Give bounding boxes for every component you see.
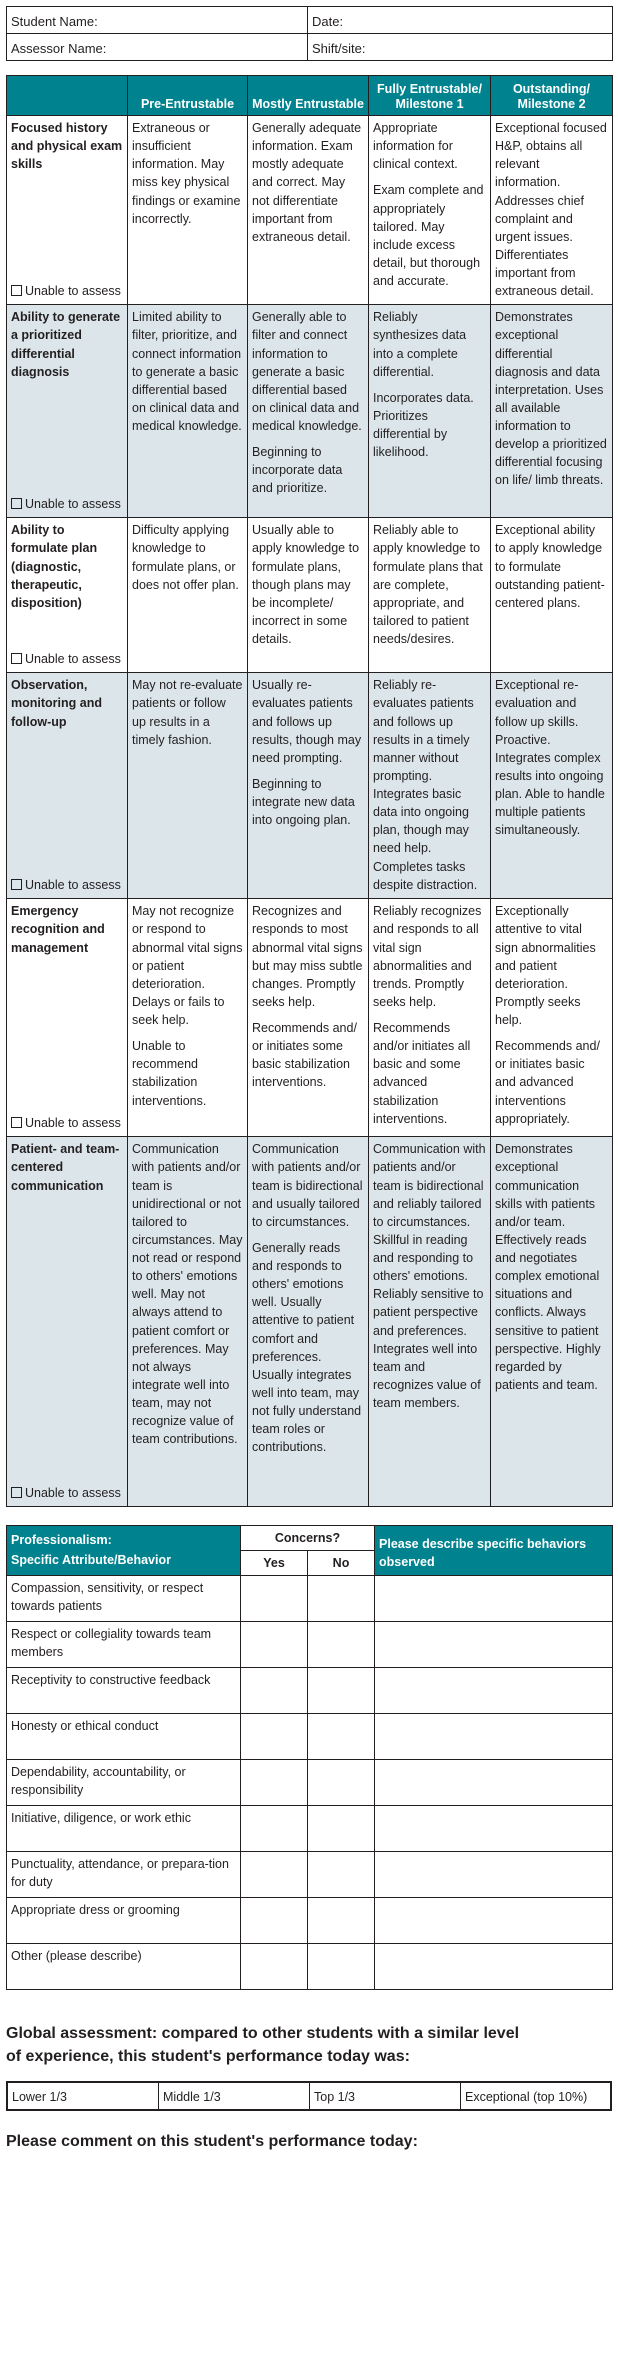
- rubric-cell-text: Recognizes and responds to most abnormal vital signs but may miss subtle changes. Promptly seeks help.: [252, 904, 363, 1009]
- rubric-cell: [369, 673, 491, 899]
- concern-yes-cell[interactable]: [241, 1622, 308, 1668]
- checkbox-icon: [11, 653, 22, 664]
- rubric-cell: [491, 673, 613, 899]
- concern-yes-cell[interactable]: [241, 1898, 308, 1944]
- rubric-cell: [369, 305, 491, 518]
- describe-behaviors-header: Please describe specific behaviors observed: [375, 1526, 613, 1576]
- global-question-line1: Global assessment: compared to other students with a similar level: [6, 2025, 520, 2043]
- evaluation-form: [6, 6, 612, 2331]
- professionalism-row: [7, 1806, 613, 1852]
- rubric-col-fully-entrustable: Fully Entrustable/ Milestone 1: [369, 76, 491, 116]
- rubric-cell-text: Reliably recognizes and responds to all vital sign abnormalities and trends. Promptly seeks help.: [373, 904, 482, 1009]
- rubric-cell: [128, 518, 248, 673]
- student-name-label: Student Name:: [11, 14, 98, 29]
- professionalism-attribute: Appropriate dress or grooming: [7, 1898, 241, 1944]
- rubric-cell-text: Beginning to incorporate data and prioritize.: [252, 445, 343, 496]
- rubric-cell-text: Exam complete and appropriately tailored. May include excess detail, but thorough and accurate.: [373, 183, 484, 288]
- professionalism-attribute: Compassion, sensitivity, or respect towards patients: [7, 1576, 241, 1622]
- global-assessment-scale: [6, 2081, 612, 2111]
- rubric-cell: [248, 1137, 369, 1507]
- rubric-row: [7, 673, 613, 899]
- professionalism-row: [7, 1898, 613, 1944]
- concern-yes-cell[interactable]: [241, 1852, 308, 1898]
- rubric-cell: [369, 518, 491, 673]
- rubric-cell: [369, 899, 491, 1137]
- concern-no-cell[interactable]: [308, 1852, 375, 1898]
- rubric-cell: [369, 116, 491, 305]
- behavior-description-cell[interactable]: [375, 1898, 613, 1944]
- rubric-col-domain: [7, 76, 128, 116]
- rubric-cell-text: Generally able to filter and connect information to generate a basic differential based on clinical data and medical knowledge.: [252, 310, 362, 433]
- rubric-cell-text: Exceptional focused H&P, obtains all relevant information. Addresses chief complaint and urgent issues. Differentiates important from extraneous detail.: [495, 121, 607, 299]
- professionalism-attribute: Dependability, accountability, or responsibility: [7, 1760, 241, 1806]
- global-option-exceptional[interactable]: Exceptional (top 10%): [460, 2083, 610, 2109]
- rubric-row: [7, 1137, 613, 1507]
- rubric-domain-cell: [7, 305, 128, 518]
- professionalism-header: [7, 1526, 241, 1576]
- professionalism-attribute: Initiative, diligence, or work ethic: [7, 1806, 241, 1852]
- rubric-cell: [128, 305, 248, 518]
- rubric-cell-text: Recommends and/ or initiates basic and advanced interventions appropriately.: [495, 1039, 600, 1126]
- concern-no-cell[interactable]: [308, 1714, 375, 1760]
- header-table: [6, 6, 613, 61]
- shift-site-field[interactable]: [308, 34, 613, 61]
- concern-no-cell[interactable]: [308, 1806, 375, 1852]
- behavior-description-cell[interactable]: [375, 1622, 613, 1668]
- rubric-cell-text: Exceptional re-evaluation and follow up skills. Proactive. Integrates complex results into ongoing plan. Able to handle multiple patients simultaneously.: [495, 678, 605, 838]
- unable-to-assess-checkbox[interactable]: [11, 1484, 121, 1502]
- rubric-cell: [248, 305, 369, 518]
- rubric-cell: [248, 899, 369, 1137]
- professionalism-title: Professionalism:: [11, 1533, 112, 1548]
- unable-to-assess-label: Unable to assess: [25, 284, 121, 299]
- unable-to-assess-label: Unable to assess: [25, 878, 121, 893]
- rubric-cell: [491, 116, 613, 305]
- rubric-domain-title: Emergency recognition and management: [11, 904, 105, 955]
- rubric-domain-cell: [7, 1137, 128, 1507]
- unable-to-assess-label: Unable to assess: [25, 497, 121, 512]
- rubric-cell-text: Generally reads and responds to others' emotions well. Usually attentive to patient comfort and preferences. Usually integrates well into team, may not fully understand team roles or contributions.: [252, 1240, 362, 1455]
- concern-yes-cell[interactable]: [241, 1806, 308, 1852]
- unable-to-assess-label: Unable to assess: [25, 652, 121, 667]
- rubric-domain-cell: [7, 899, 128, 1137]
- rubric-row: [7, 305, 613, 518]
- rubric-cell-text: Communication with patients and/or team is unidirectional or not tailored to circumstances. May not read or respond to others' emotions well. May not always attend to patient comfort or preferences. May not always integrate well into team, may not recognize value of team contributions.: [132, 1142, 243, 1447]
- comment-prompt: Please comment on this student's performance today:: [6, 2132, 418, 2150]
- professionalism-subtitle: Specific Attribute/Behavior: [11, 1553, 171, 1568]
- professionalism-row: [7, 1622, 613, 1668]
- rubric-cell-text: Exceptional ability to apply knowledge to formulate outstanding patient-centered plans.: [495, 523, 605, 610]
- concerns-yes-header: Yes: [241, 1551, 308, 1576]
- concern-yes-cell[interactable]: [241, 1714, 308, 1760]
- rubric-cell-text: Unable to recommend stabilization interventions.: [132, 1039, 207, 1108]
- global-option-lower-third[interactable]: Lower 1/3: [12, 2089, 67, 2104]
- global-question-line2: of experience, this student's performance today was:: [6, 2048, 410, 2066]
- behavior-description-cell[interactable]: [375, 1852, 613, 1898]
- rubric-domain-cell: [7, 116, 128, 305]
- rubric-col-pre-entrustable: Pre-Entrustable: [128, 76, 248, 116]
- concern-yes-cell[interactable]: [241, 1944, 308, 1990]
- rubric-row: [7, 899, 613, 1137]
- rubric-cell: [491, 1137, 613, 1507]
- unable-to-assess-checkbox[interactable]: [11, 650, 121, 668]
- concerns-no-header: No: [308, 1551, 375, 1576]
- rubric-cell-text: Demonstrates exceptional differential diagnosis and data interpretation. Uses all available information to develop a prioritized differential focusing on life/ limb threats.: [495, 310, 607, 488]
- unable-to-assess-label: Unable to assess: [25, 1116, 121, 1131]
- concern-yes-cell[interactable]: [241, 1668, 308, 1714]
- concern-no-cell[interactable]: [308, 1668, 375, 1714]
- rubric-row: [7, 518, 613, 673]
- rubric-cell: [128, 899, 248, 1137]
- professionalism-attribute: Honesty or ethical conduct: [7, 1714, 241, 1760]
- professionalism-row: [7, 1852, 613, 1898]
- comment-area[interactable]: [6, 2151, 612, 2331]
- professionalism-attribute: Punctuality, attendance, or prepara-tion for duty: [7, 1852, 241, 1898]
- rubric-cell: [248, 116, 369, 305]
- date-label: Date:: [312, 14, 344, 29]
- concerns-header: Concerns?: [241, 1526, 375, 1551]
- concern-no-cell[interactable]: [308, 1898, 375, 1944]
- shift-site-label: Shift/site:: [312, 41, 366, 56]
- rubric-cell-text: Reliably re-evaluates patients and follows up results in a timely manner without prompting. Integrates basic data into ongoing plan, though may need help. Completes tasks despite distraction.: [373, 678, 478, 892]
- professionalism-row: [7, 1576, 613, 1622]
- rubric-cell-text: Beginning to integrate new data into ongoing plan.: [252, 776, 355, 828]
- rubric-cell: [491, 899, 613, 1137]
- rubric-cell: [491, 518, 613, 673]
- unable-to-assess-checkbox[interactable]: [11, 282, 121, 300]
- rubric-cell-text: Communication with patients and/or team is bidirectional and reliably tailored to circumstances. Skillful in reading and responding to others' emotions. Reliably sensitive to patient perspective and preferences. Integrates well into team and recognizes value of team members.: [373, 1142, 486, 1410]
- rubric-domain-title: Ability to formulate plan (diagnostic, therapeutic, disposition): [11, 523, 98, 610]
- rubric-domain-title: Observation, monitoring and follow-up: [11, 678, 102, 729]
- rubric-cell: [128, 673, 248, 899]
- professionalism-attribute: Other (please describe): [7, 1944, 241, 1990]
- unable-to-assess-label: Unable to assess: [25, 1486, 121, 1501]
- rubric-cell-text: Incorporates data. Prioritizes differential by likelihood.: [373, 390, 474, 460]
- rubric-cell-text: Exceptionally attentive to vital sign abnormalities and patient deterioration. Promptly seeks help.: [495, 904, 596, 1027]
- concern-no-cell[interactable]: [308, 1944, 375, 1990]
- checkbox-icon: [11, 285, 22, 296]
- rubric-cell-text: Appropriate information for clinical context.: [373, 121, 458, 172]
- rubric-col-outstanding: Outstanding/ Milestone 2: [491, 76, 613, 116]
- student-name-field[interactable]: [7, 7, 308, 34]
- concern-yes-cell[interactable]: [241, 1576, 308, 1622]
- rubric-cell-text: Limited ability to filter, prioritize, and connect information to generate a basic differential based on clinical data and medical knowledge.: [132, 310, 242, 433]
- rubric-cell-text: Extraneous or insufficient information. May miss key physical findings or examine incorrectly.: [132, 121, 241, 226]
- rubric-cell: [369, 1137, 491, 1507]
- concern-yes-cell[interactable]: [241, 1760, 308, 1806]
- assessor-name-label: Assessor Name:: [11, 41, 107, 56]
- global-assessment-question: [6, 2022, 612, 2068]
- rubric-domain-title: Ability to generate a prioritized differential diagnosis: [11, 310, 121, 379]
- rubric-cell-text: May not recognize or respond to abnormal vital signs or patient deterioration. Delays or fails to seek help.: [132, 904, 243, 1027]
- rubric-cell-text: Reliably able to apply knowledge to formulate plans that are complete, appropriate, and tailored to patient needs/desires.: [373, 523, 483, 646]
- professionalism-table: [6, 1525, 613, 1990]
- rubric-cell-text: Recommends and/or initiates all basic and some advanced stabilization interventions.: [373, 1021, 471, 1126]
- behavior-description-cell[interactable]: [375, 1760, 613, 1806]
- rubric-cell-text: May not re-evaluate patients or follow up results in a timely fashion.: [132, 678, 243, 747]
- rubric-cell-text: Usually re-evaluates patients and follows up results, though may need prompting.: [252, 678, 362, 765]
- unable-to-assess-checkbox[interactable]: [11, 1114, 121, 1132]
- unable-to-assess-checkbox[interactable]: [11, 495, 121, 513]
- rubric-domain-cell: [7, 518, 128, 673]
- rubric-cell-text: Generally adequate information. Exam mostly adequate and correct. May not differentiate important from extraneous detail.: [252, 121, 362, 244]
- checkbox-icon: [11, 498, 22, 509]
- rubric-domain-title: Patient- and team-centered communication: [11, 1142, 120, 1193]
- rubric-cell: [248, 673, 369, 899]
- behavior-description-cell[interactable]: [375, 1576, 613, 1622]
- behavior-description-cell[interactable]: [375, 1714, 613, 1760]
- checkbox-icon: [11, 1487, 22, 1498]
- rubric-cell: [128, 116, 248, 305]
- rubric-cell-text: Difficulty applying knowledge to formulate plans, or does not offer plan.: [132, 523, 239, 592]
- checkbox-icon: [11, 879, 22, 890]
- rubric-cell-text: Demonstrates exceptional communication skills with patients and/or team. Effectively reads and negotiates complex emotional situations and conflicts. Always sensitive to patient perspective. Highly regarded by patients and team.: [495, 1142, 601, 1392]
- rubric-domain-title: Focused history and physical exam skills: [11, 121, 123, 172]
- professionalism-attribute: Receptivity to constructive feedback: [7, 1668, 241, 1714]
- date-field[interactable]: [308, 7, 613, 34]
- rubric-row: [7, 116, 613, 305]
- behavior-description-cell[interactable]: [375, 1668, 613, 1714]
- concern-no-cell[interactable]: [308, 1576, 375, 1622]
- checkbox-icon: [11, 1117, 22, 1128]
- rubric-cell-text: Communication with patients and/or team is bidirectional and usually tailored to circumstances.: [252, 1142, 363, 1229]
- professionalism-row: [7, 1944, 613, 1990]
- assessor-name-field[interactable]: [7, 34, 308, 61]
- professionalism-row: [7, 1760, 613, 1806]
- concern-no-cell[interactable]: [308, 1760, 375, 1806]
- rubric-cell: [128, 1137, 248, 1507]
- rubric-table: [6, 75, 613, 1507]
- behavior-description-cell[interactable]: [375, 1806, 613, 1852]
- professionalism-row: [7, 1668, 613, 1714]
- rubric-cell-text: Recommends and/ or initiates some basic stabilization interventions.: [252, 1021, 357, 1090]
- rubric-cell: [491, 305, 613, 518]
- professionalism-attribute: Respect or collegiality towards team members: [7, 1622, 241, 1668]
- unable-to-assess-checkbox[interactable]: [11, 876, 121, 894]
- global-option-middle-third[interactable]: Middle 1/3: [158, 2083, 309, 2109]
- rubric-cell-text: Reliably synthesizes data into a complete differential.: [373, 310, 467, 379]
- rubric-cell: [248, 518, 369, 673]
- professionalism-row: [7, 1714, 613, 1760]
- behavior-description-cell[interactable]: [375, 1944, 613, 1990]
- rubric-domain-cell: [7, 673, 128, 899]
- rubric-col-mostly-entrustable: Mostly Entrustable: [248, 76, 369, 116]
- concern-no-cell[interactable]: [308, 1622, 375, 1668]
- global-option-top-third[interactable]: Top 1/3: [309, 2083, 460, 2109]
- rubric-cell-text: Usually able to apply knowledge to formulate plans, though plans may be incomplete/ incorrect in some details.: [252, 523, 360, 646]
